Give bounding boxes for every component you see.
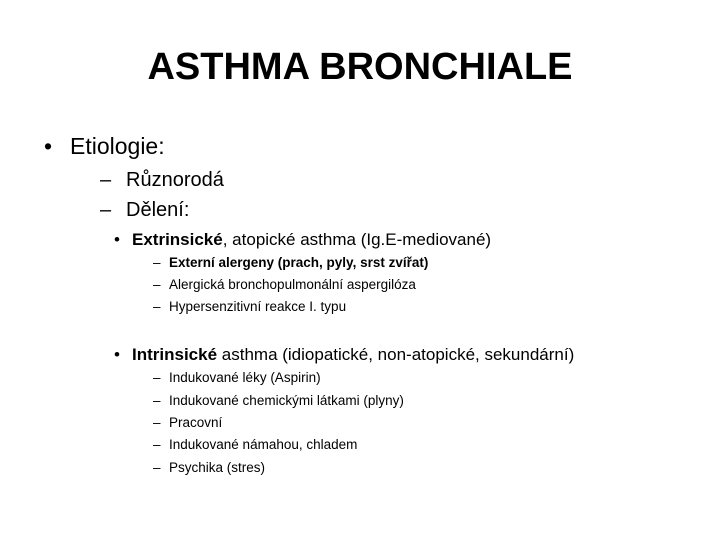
dash-icon: – (100, 169, 112, 191)
dash-icon: – (153, 437, 161, 452)
extrinsic-bold: Extrinsické (132, 230, 223, 249)
slide-title: ASTHMA BRONCHIALE (147, 46, 573, 88)
dash-icon: – (100, 199, 112, 221)
bullet-icon: • (44, 133, 53, 159)
dash-icon: – (153, 460, 161, 475)
intrinsic-bold: Intrinsické (132, 345, 218, 364)
list-item-text: Indukované léky (Aspirin) (169, 370, 321, 385)
intrinsic-rest: asthma (idiopatické, non-atopické, sekundární) (217, 345, 575, 364)
dash-icon: – (153, 393, 161, 408)
list-item-text: Indukované chemickými látkami (plyny) (169, 393, 404, 408)
bullet-icon: • (114, 230, 120, 249)
list-item-rest: Alergická bronchopulmonální aspergilóza (169, 277, 416, 292)
bullet-icon: • (114, 345, 120, 364)
dash-icon: – (153, 277, 161, 292)
sub-item-label: Různorodá (126, 169, 224, 191)
dash-icon: – (153, 370, 161, 385)
list-item-text: Indukované námahou, chladem (169, 437, 358, 452)
list-item-rest: Hypersenzitivní reakce I. typu (169, 299, 347, 314)
list-item-text (169, 299, 346, 314)
list-item-text (169, 255, 428, 270)
list-item-text: Pracovní (169, 415, 223, 430)
sub-item-label: Dělení: (126, 199, 190, 221)
list-item-text (169, 277, 416, 292)
dash-icon: – (153, 299, 161, 314)
extrinsic-rest: , atopické asthma (Ig.E-mediované) (222, 230, 492, 249)
list-item-text: Psychika (stres) (169, 460, 266, 475)
list-item-bold: Externí alergeny (prach, pyly, srst zvířat) (169, 255, 429, 270)
dash-icon: – (153, 255, 161, 270)
etiologie-label: Etiologie: (70, 133, 165, 159)
intrinsic-text (132, 345, 574, 365)
extrinsic-text (132, 230, 491, 250)
dash-icon: – (153, 415, 161, 430)
